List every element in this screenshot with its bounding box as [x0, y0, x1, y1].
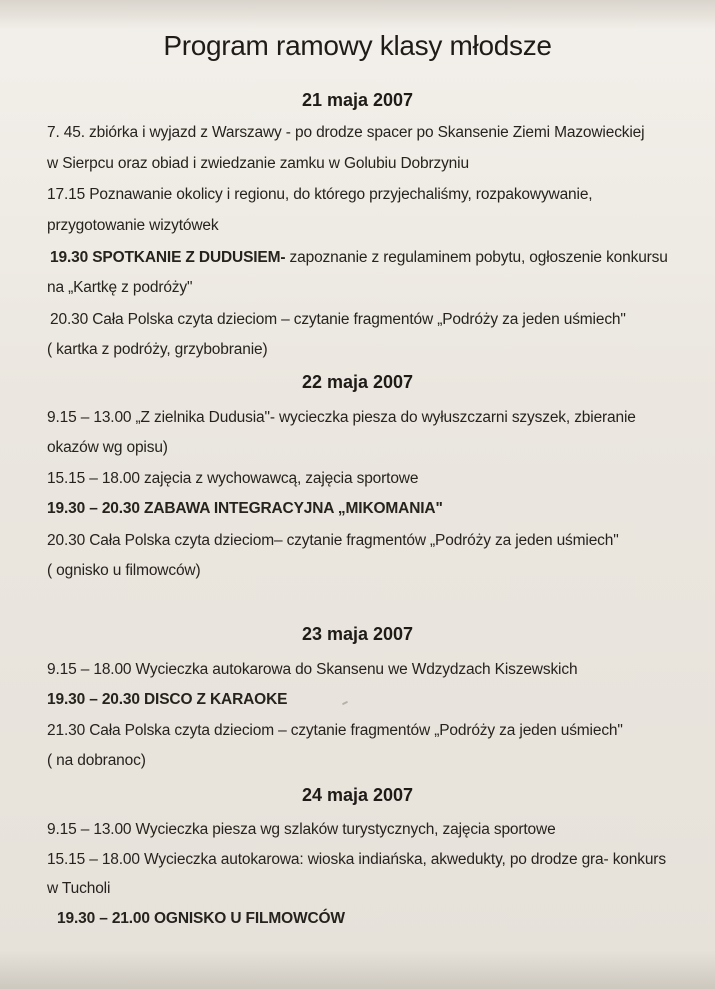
schedule-line: 20.30 Cała Polska czyta dzieciom– czytanie fragmentów „Podróży za jeden uśmiech": [47, 532, 619, 549]
day-date: 24 maja 2007: [301, 785, 414, 805]
schedule-line: 20.30 Cała Polska czyta dzieciom – czytanie fragmentów „Podróży za jeden uśmiech": [50, 311, 626, 328]
schedule-line: 17.15 Poznawanie okolicy i regionu, do którego przyjechaliśmy, rozpakowywanie,: [47, 186, 593, 203]
schedule-line: ( kartka z podróży, grzybobranie): [47, 341, 268, 358]
day-date: 23 maja 2007: [301, 624, 414, 644]
day-date: 21 maja 2007: [301, 90, 414, 110]
schedule-line: ( na dobranoc): [47, 752, 146, 769]
schedule-line: przygotowanie wizytówek: [47, 217, 219, 234]
schedule-line: 9.15 – 13.00 Wycieczka piesza wg szlaków turystycznych, zajęcia sportowe: [47, 821, 556, 838]
schedule-line: na „Kartkę z podróży": [47, 279, 193, 296]
schedule-line: 15.15 – 18.00 zajęcia z wychowawcą, zajęcia sportowe: [47, 470, 419, 487]
schedule-line: 15.15 – 18.00 Wycieczka autokarowa: wioska indiańska, akwedukty, po drodze gra- konkurs: [47, 851, 666, 868]
schedule-line: 19.30 – 21.00 OGNISKO U FILMOWCÓW: [57, 910, 345, 927]
page-title: Program ramowy klasy młodsze: [163, 30, 552, 61]
schedule-line: 9.15 – 13.00 „Z zielnika Dudusia"- wycieczka piesza do wyłuszczarni szyszek, zbieranie: [47, 409, 636, 426]
event-description: zapoznanie z regulaminem pobytu, ogłoszenie konkursu: [285, 249, 668, 266]
page-shadow-bottom: [0, 949, 715, 989]
day-date: 22 maja 2007: [301, 372, 414, 392]
schedule-line: 7. 45. zbiórka i wyjazd z Warszawy - po drodze spacer po Skansenie Ziemi Mazowieckiej: [47, 124, 645, 141]
schedule-line: 21.30 Cała Polska czyta dzieciom – czytanie fragmentów „Podróży za jeden uśmiech": [47, 722, 623, 739]
ink-smudge: [342, 701, 348, 705]
schedule-line: [50, 249, 668, 267]
schedule-line: w Sierpcu oraz obiad i zwiedzanie zamku w Golubiu Dobrzyniu: [47, 155, 469, 172]
schedule-line: ( ognisko u filmowców): [47, 562, 201, 579]
schedule-line: 19.30 – 20.30 DISCO Z KARAOKE: [47, 691, 288, 708]
page-shadow-top: [0, 0, 715, 30]
schedule-line: w Tucholi: [47, 880, 111, 897]
schedule-line: 19.30 – 20.30 ZABAWA INTEGRACYJNA „MIKOMANIA": [47, 500, 443, 517]
schedule-line: okazów wg opisu): [47, 439, 168, 456]
event-time-title: 19.30 SPOTKANIE Z DUDUSIEM-: [50, 249, 286, 266]
schedule-line: 9.15 – 18.00 Wycieczka autokarowa do Skansenu we Wdzydzach Kiszewskich: [47, 661, 578, 678]
